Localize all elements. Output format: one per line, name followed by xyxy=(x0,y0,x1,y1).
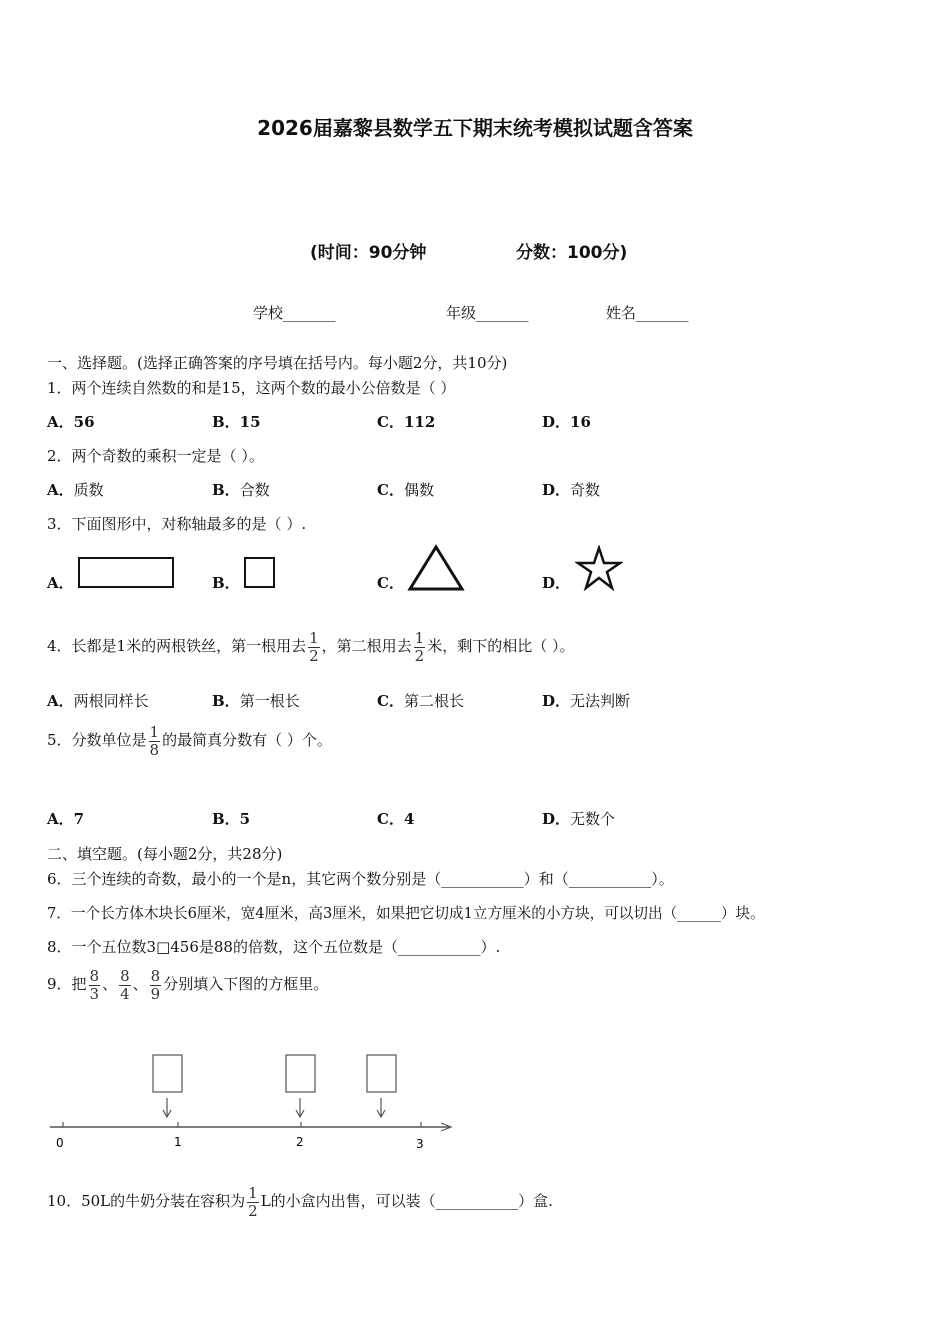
q3-option-d: D． xyxy=(542,574,571,592)
q4-option-c: C．第二根长 xyxy=(377,692,464,710)
q2-option-d: D．奇数 xyxy=(542,481,601,499)
star-shape xyxy=(575,545,623,593)
fraction: $\frac{8}{9}$ xyxy=(150,967,161,1003)
q1-option-d: D．16 xyxy=(542,413,591,431)
question-2: 2．两个奇数的乘积一定是（ ）。 xyxy=(47,447,264,465)
q3-option-b: B． xyxy=(212,574,240,592)
name-field: 姓名_______ xyxy=(606,304,689,322)
tick-label-0: 0 xyxy=(56,1136,64,1150)
page-title: 2026届嘉黎县数学五下期末统考模拟试题含答案 xyxy=(257,116,693,140)
q2-option-c: C．偶数 xyxy=(377,481,434,499)
q4-option-d: D．无法判断 xyxy=(542,692,631,710)
fraction: $\frac{8}{3}$ xyxy=(89,967,100,1003)
q2-option-a: A．质数 xyxy=(47,481,104,499)
tick-label-3: 3 xyxy=(416,1137,424,1151)
q3-option-c: C． xyxy=(377,574,404,592)
question-1: 1．两个连续自然数的和是15，这两个数的最小公倍数是（ ） xyxy=(47,379,456,397)
q2-option-b: B．合数 xyxy=(212,481,270,499)
question-3: 3．下面图形中，对称轴最多的是（ ）. xyxy=(47,515,307,533)
question-10: 10．50L的牛奶分装在容积为 $\frac{1}{2}$ L的小盒内出售，可以装（___________）盒. xyxy=(47,1184,553,1220)
answer-box-2 xyxy=(286,1055,315,1092)
tick-label-2: 2 xyxy=(296,1135,304,1149)
q5-option-c: C．4 xyxy=(377,810,415,828)
question-8: 8．一个五位数3□456是88的倍数，这个五位数是（___________）. xyxy=(47,938,501,956)
exam-time: (时间：90分钟 xyxy=(310,243,427,263)
q5-option-a: A．7 xyxy=(47,810,85,828)
fraction: $\frac{1}{2}$ xyxy=(414,629,425,665)
section-2-heading: 二、填空题。(每小题2分，共28分) xyxy=(47,845,283,863)
q1-option-b: B．15 xyxy=(212,413,261,431)
question-5: 5．分数单位是 $\frac{1}{8}$ 的最简真分数有（ ）个。 xyxy=(47,723,332,759)
fraction: $\frac{1}{2}$ xyxy=(248,1184,258,1220)
q1-option-c: C．112 xyxy=(377,413,436,431)
q4-option-a: A．两根同样长 xyxy=(47,692,149,710)
school-field: 学校_______ xyxy=(253,304,336,322)
q5-option-d: D．无数个 xyxy=(542,810,616,828)
fraction: $\frac{1}{2}$ xyxy=(309,629,319,665)
q5-option-b: B．5 xyxy=(212,810,251,828)
square-shape xyxy=(244,557,275,588)
question-6: 6．三个连续的奇数，最小的一个是n，其它两个数分别是（___________）和（___________）。 xyxy=(47,870,674,888)
q1-option-a: A．56 xyxy=(47,413,95,431)
rectangle-shape xyxy=(78,557,174,588)
fraction: $\frac{1}{8}$ xyxy=(149,723,160,759)
triangle-shape xyxy=(406,544,466,592)
tick-label-1: 1 xyxy=(174,1135,182,1149)
fraction: $\frac{8}{4}$ xyxy=(120,967,130,1003)
question-4: 4．长都是1米的两根铁丝，第一根用去 $\frac{1}{2}$ ，第二根用去 $\frac{1}{2}$ 米，剩下的相比（ ）。 xyxy=(47,629,575,665)
answer-box-3 xyxy=(367,1055,396,1092)
question-9: 9．把 $\frac{8}{3}$ 、 $\frac{8}{4}$ 、 $\frac{8}{9}$ 分别填入下图的方框里。 xyxy=(47,967,329,1003)
q4-option-b: B．第一根长 xyxy=(212,692,300,710)
number-line-diagram xyxy=(45,1050,465,1160)
answer-box-1 xyxy=(153,1055,182,1092)
section-1-heading: 一、选择题。(选择正确答案的序号填在括号内。每小题2分，共10分) xyxy=(47,354,508,372)
grade-field: 年级_______ xyxy=(446,304,529,322)
question-7: 7．一个长方体木块长6厘米，宽4厘米，高3厘米，如果把它切成1立方厘米的小方块，可以切出（______）块。 xyxy=(47,905,765,922)
exam-score: 分数：100分) xyxy=(516,243,628,263)
q3-option-a: A． xyxy=(47,574,74,592)
